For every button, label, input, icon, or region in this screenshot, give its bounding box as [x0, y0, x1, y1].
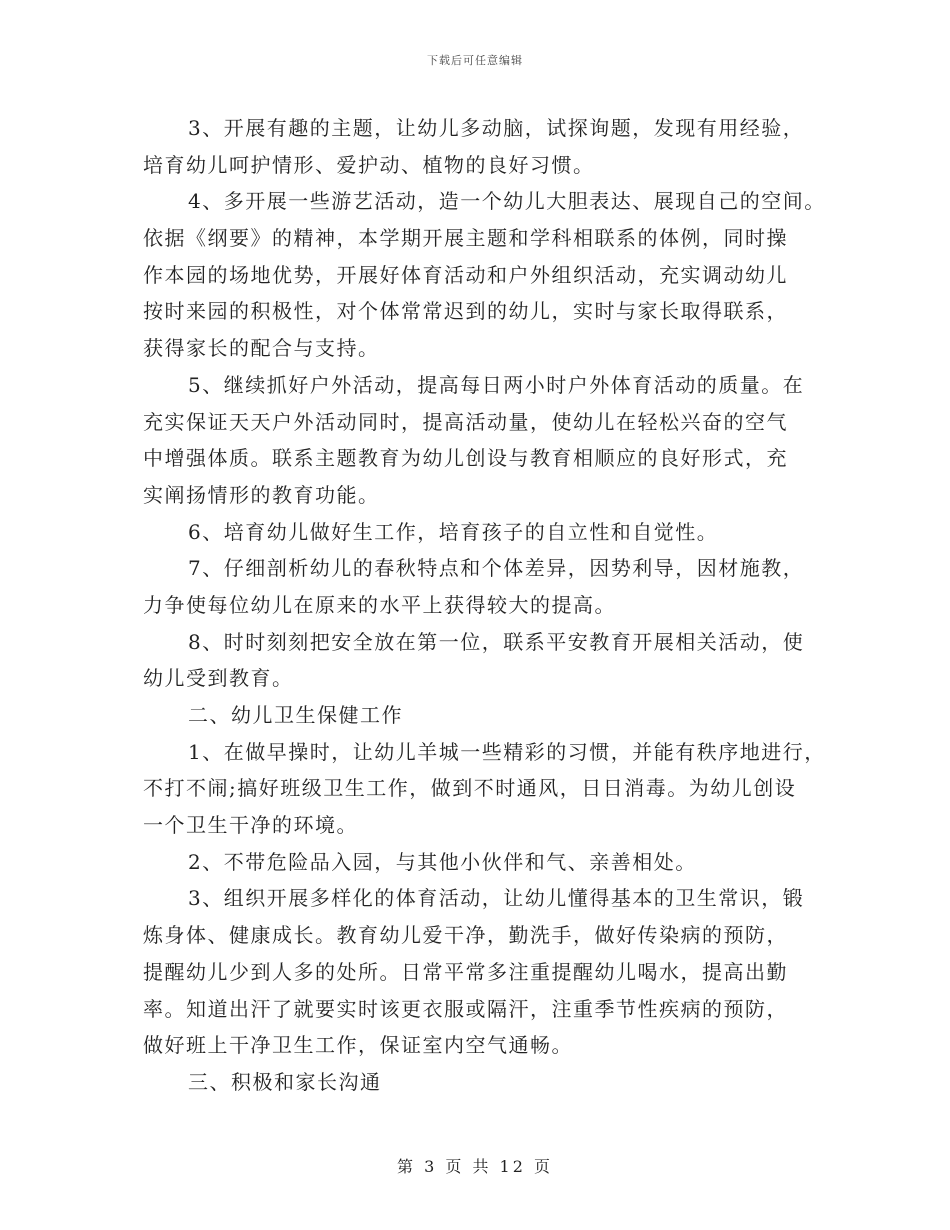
paragraph-line: 获得家长的配合与支持。	[143, 336, 380, 361]
paragraph-line: 炼身体、健康成长。教育幼儿爱干净，勤洗手，做好传染病的预防，	[143, 923, 788, 948]
paragraph-line: 作本园的场地优势，开展好体育活动和户外组织活动，充实调动幼儿	[143, 262, 788, 287]
paragraph-line: 7、仔细剖析幼儿的春秋特点和个体差异，因势利导，因材施教，	[188, 556, 805, 581]
paragraph-line: 3、开展有趣的主题，让幼儿多动脑，试探询题，发现有用经验，	[188, 116, 805, 140]
paragraph-line: 3、组织开展多样化的体育活动，让幼儿懂得基本的卫生常识，锻	[188, 886, 805, 911]
section-heading: 二、幼儿卫生保健工作	[188, 703, 403, 727]
paragraph-line: 实阐扬情形的教育功能。	[143, 482, 380, 507]
paragraph-line: 幼儿受到教育。	[143, 666, 294, 691]
paragraph-line: 力争使每位幼儿在原来的水平上获得较大的提高。	[143, 592, 616, 617]
page-header: 下载后可任意编辑	[427, 54, 523, 67]
document-body	[143, 110, 833, 1101]
paragraph-line: 2、不带危险品入园，与其他小伙伴和气、亲善相处。	[188, 849, 697, 874]
paragraph-line: 8、时时刻刻把安全放在第一位，联系平安教育开展相关活动，使	[188, 629, 805, 654]
paragraph-line: 一个卫生干净的环境。	[143, 813, 358, 838]
paragraph-line: 按时来园的积极性，对个体常常迟到的幼儿，实时与家长取得联系，	[143, 299, 788, 324]
paragraph-line: 做好班上干净卫生工作，保证室内空气通畅。	[143, 1033, 573, 1058]
paragraph-line: 不打不闹;搞好班级卫生工作，做到不时通风，日日消毒。为幼儿创设	[143, 776, 797, 801]
paragraph-line: 率。知道出汗了就要实时该更衣服或隔汗，注重季节性疾病的预防，	[143, 996, 788, 1021]
paragraph-line: 提醒幼儿少到人多的处所。日常平常多注重提醒幼儿喝水，提高出勤	[143, 959, 788, 984]
paragraph-line: 6、培育幼儿做好生工作，培育孩子的自立性和自觉性。	[188, 519, 719, 544]
page-number-footer: 第 3 页 共 12 页	[397, 1157, 553, 1176]
paragraph-line: 培育幼儿呵护情形、爱护动、植物的良好习惯。	[143, 152, 595, 177]
paragraph-line: 4、多开展一些游艺活动，造一个幼儿大胆表达、展现自己的空间。	[188, 189, 826, 214]
paragraph-line: 1、在做早操时，让幼儿羊城一些精彩的习惯，并能有秩序地进行，	[188, 739, 826, 764]
paragraph-line: 充实保证天天户外活动同时，提高活动量，使幼儿在轻松兴奋的空气	[143, 409, 788, 434]
paragraph-line: 中增强体质。联系主题教育为幼儿创设与教育相顺应的良好形式，充	[143, 446, 788, 471]
paragraph-line: 依据《纲要》的精神，本学期开展主题和学科相联系的体例，同时操	[143, 226, 788, 251]
paragraph-line: 5、继续抓好户外活动，提高每日两小时户外体育活动的质量。在	[188, 372, 805, 397]
section-heading: 三、积极和家长沟通	[188, 1069, 382, 1094]
